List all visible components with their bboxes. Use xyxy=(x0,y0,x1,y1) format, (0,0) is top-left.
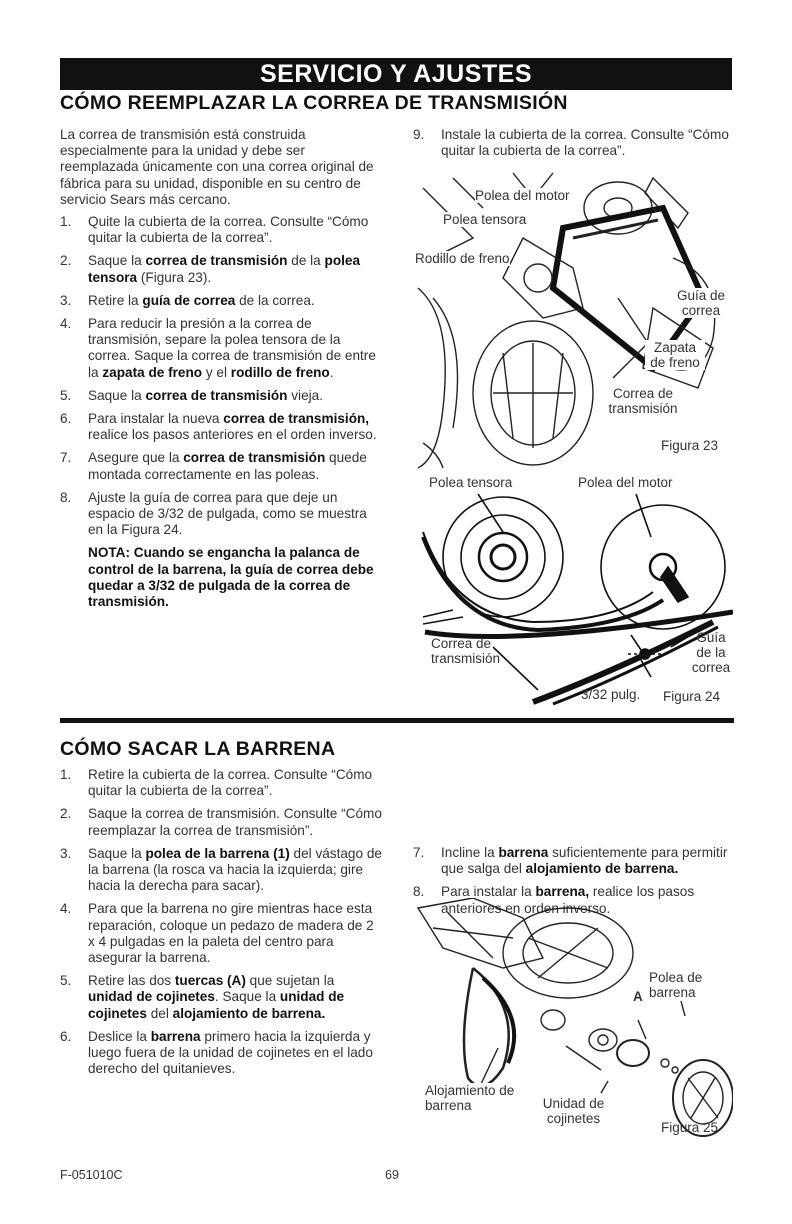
fig23-label-guia: Guía de correa xyxy=(671,288,731,318)
belt-intro: La correa de transmisión está construida especialmente para la unidad y debe ser reemplazada únicamente con una correa original de fábrica para su unidad, disponible en su centro de servicio Sears más cercano. xyxy=(60,127,374,207)
auger-step: 1. Retire la cubierta de la correa. Consulte “Cómo quitar la cubierta de la correa”. xyxy=(60,767,373,799)
figure-23-caption: Figura 23 xyxy=(661,438,719,453)
fig24-label-polea-motor: Polea del motor xyxy=(578,475,673,490)
section-title-auger: CÓMO SACAR LA BARRENA xyxy=(60,738,336,760)
belt-note: NOTA: Cuando se engancha la palanca de control de la barrena, la guía de correa debe quedar a 3/32 de pulgada de la correa de transmisión. xyxy=(88,545,374,610)
belt-right-column xyxy=(413,127,733,166)
belt-step: 8. Ajuste la guía de correa para que deje un espacio de 3/32 de pulgada, como se muestra en la Figura 24. xyxy=(60,489,367,538)
fig25-label-alojamiento: Alojamiento de barrena xyxy=(425,1083,520,1113)
belt-step: 2. Saque la correa de transmisión de la polea tensora (Figura 23). xyxy=(60,253,361,285)
fig24-label-correa: Correa de transmisión xyxy=(431,636,501,666)
fig25-label-a: A xyxy=(633,989,643,1004)
belt-step: 6. Para instalar la nueva correa de transmisión, realice los pasos anteriores en el orden inverso. xyxy=(60,411,377,443)
belt-step: 5. Saque la correa de transmisión vieja. xyxy=(60,387,323,403)
auger-step: 2. Saque la correa de transmisión. Consulte “Cómo reemplazar la correa de transmisión”. xyxy=(60,806,382,838)
figure-24-illustration xyxy=(413,472,733,708)
footer-page-number: 69 xyxy=(385,1168,399,1182)
fig23-label-polea-tensora: Polea tensora xyxy=(443,212,527,227)
fig25-label-polea: Polea de barrena xyxy=(649,970,709,1000)
auger-step: 7. Incline la barrena suficientemente para permitir que salga del alojamiento de barrena. xyxy=(413,845,728,877)
auger-step: 4. Para que la barrena no gire mientras hace esta reparación, coloque un pedazo de madera de 2 x 4 pulgadas en la paleta del centro para asegurar la barrena. xyxy=(60,901,374,966)
fig24-label-guia: Guía de la correa xyxy=(691,630,731,675)
auger-left-column xyxy=(60,767,382,1084)
figure-24-caption: Figura 24 xyxy=(663,689,721,704)
belt-step: 3. Retire la guía de correa de la correa. xyxy=(60,292,315,308)
fig25-label-unidad: Unidad de cojinetes xyxy=(536,1096,611,1126)
figure-25-caption: Figura 25 xyxy=(661,1120,719,1135)
fig23-label-polea-motor: Polea del motor xyxy=(475,188,570,203)
footer-code: F-051010C xyxy=(60,1168,123,1182)
figure-23 xyxy=(413,168,733,470)
belt-left-column xyxy=(60,127,382,610)
section-title-belt: CÓMO REEMPLAZAR LA CORREA DE TRANSMISIÓN xyxy=(60,92,568,114)
belt-step: 1. Quite la cubierta de la correa. Consulte “Cómo quitar la cubierta de la correa”. xyxy=(60,214,369,246)
auger-step: 8. Para instalar la barrena, realice los pasos anteriores en orden inverso. xyxy=(413,884,695,916)
fig23-label-correa: Correa de transmisión xyxy=(598,386,688,416)
fig24-label-medida: 3/32 pulg. xyxy=(581,687,641,702)
figure-24 xyxy=(413,472,733,708)
belt-step: 9. Instale la cubierta de la correa. Consulte “Cómo quitar la cubierta de la correa”. xyxy=(413,127,729,159)
auger-step: 3. Saque la polea de la barrena (1) del vástago de la barrena (la rosca va hacia la izquierda; gire hacia la derecha para sacar). xyxy=(60,845,382,894)
auger-step: 6. Deslice la barrena primero hacia la izquierda y luego fuera de la unidad de cojinetes en el lado derecho del quitanieves. xyxy=(60,1028,373,1077)
section-banner: SERVICIO Y AJUSTES xyxy=(60,58,732,90)
fig23-label-zapata: Zapata de freno xyxy=(645,340,705,370)
belt-step: 4. Para reducir la presión a la correa de transmisión, separe la polea tensora de la correa. Saque la correa de transmisión de entre la zapata de freno y el rodillo de freno. xyxy=(60,316,376,380)
fig24-label-polea-tensora: Polea tensora xyxy=(429,475,513,490)
belt-step: 7. Asegure que la correa de transmisión quede montada correctamente en las poleas. xyxy=(60,450,367,482)
auger-step: 5. Retire las dos tuercas (A) que sujetan la unidad de cojinetes. Saque la unidad de cojinetes del alojamiento de barrena. xyxy=(60,973,345,1021)
fig23-label-rodillo: Rodillo de freno xyxy=(415,251,510,266)
section-divider xyxy=(60,718,734,723)
figure-25 xyxy=(413,898,733,1138)
